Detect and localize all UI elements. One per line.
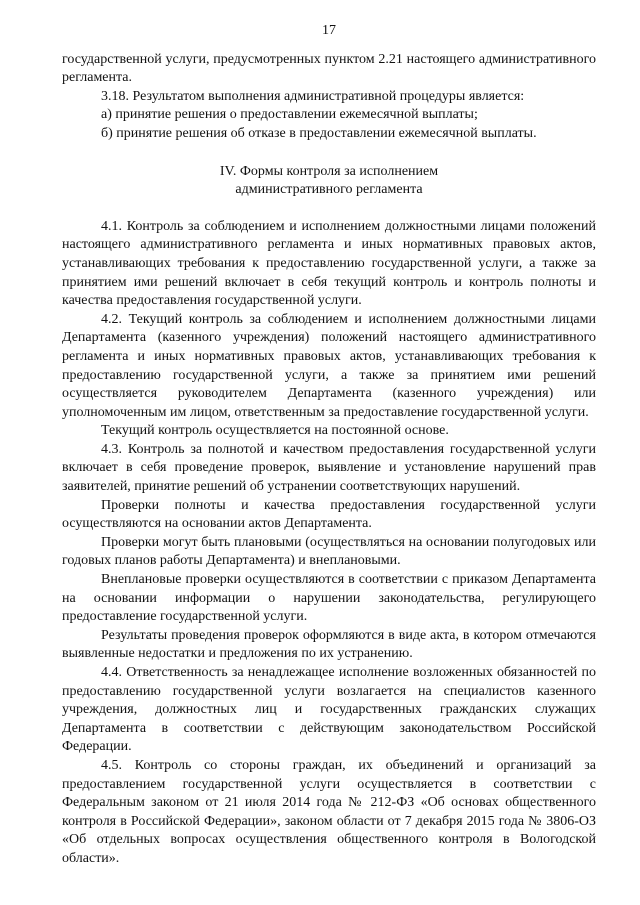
main-section [62, 218, 596, 869]
paragraph: Проверки могут быть плановыми (осуществляться на основании полугодовых или годовых планов работы Департамента) и внеплановыми. [62, 534, 596, 569]
paragraph-4-3: 4.3. Контроль за полнотой и качеством предоставления государственной услуги включает в себя проведение проверок, выявление и установление нарушений прав заявителей, принятие решений об устранении соответствующих нарушений. [62, 441, 596, 495]
section-heading-line-2: административного регламента [235, 182, 423, 198]
paragraph: 3.18. Результатом выполнения административной процедуры является: [101, 88, 525, 104]
paragraph-4-5: 4.5. Контроль со стороны граждан, их объединений и организаций за предоставлением государственной услуги осуществляется в соответствии с Федеральным законом от 21 июля 2014 года № 212-ФЗ «Об основах общественного контроля в Российской Федерации», законом области от 7 декабря 2015 года № 3806-ОЗ «Об отдельных вопросах осуществления общественного контроля в Вологодской области». [62, 757, 596, 866]
paragraph: а) принятие решения о предоставлении ежемесячной выплаты; [101, 107, 478, 123]
top-section [62, 51, 596, 144]
paragraph-4-4: 4.4. Ответственность за ненадлежащее исполнение возложенных обязанностей по предоставлению государственной услуги возлагается на специалистов казенного учреждения, должностных лиц и государственных гражданских служащих Департамента в соответствии с действующим законодательством Российской Федерации. [62, 665, 596, 755]
paragraph: Текущий контроль осуществляется на постоянной основе. [101, 423, 449, 439]
paragraph: б) принятие решения об отказе в предоставлении ежемесячной выплаты. [101, 125, 537, 141]
section-heading-line-1: IV. Формы контроля за исполнением [219, 163, 439, 179]
paragraph: государственной услуги, предусмотренных пунктом 2.21 настоящего административного регламента. [62, 51, 596, 86]
paragraph: Внеплановые проверки осуществляются в соответствии с приказом Департамента на основании информации о нарушении законодательства, регулирующего предоставление государственной услуги. [62, 572, 596, 625]
section-heading [62, 163, 596, 200]
page-number: 17 [322, 23, 336, 38]
paragraph: Проверки полноты и качества предоставления государственной услуги осуществляются на основании актов Департамента. [62, 497, 596, 532]
paragraph-4-1: 4.1. Контроль за соблюдением и исполнением должностными лицами положений настоящего административного регламента и иных нормативных правовых актов, устанавливающих требования к предоставлению государственной услуги, а также за принятием ими решений включает в себя текущий контроль и контроль полноты и качества предоставления государственной услуги. [62, 218, 596, 309]
paragraph: Результаты проведения проверок оформляются в виде акта, в котором отмечаются выявленные недостатки и предложения по их устранению. [62, 627, 596, 662]
paragraph-4-2: 4.2. Текущий контроль за соблюдением и исполнением должностными лицами Департамента (казенного учреждения) положений настоящего административного регламента и иных нормативных правовых актов, устанавливающих требования к предоставлению государственной услуги, а также за принятием ими решений осуществляется руководителем Департамента (казенного учреждения) или уполномоченным им лицом, ответственным за предоставление государственной услуги. [62, 311, 596, 420]
